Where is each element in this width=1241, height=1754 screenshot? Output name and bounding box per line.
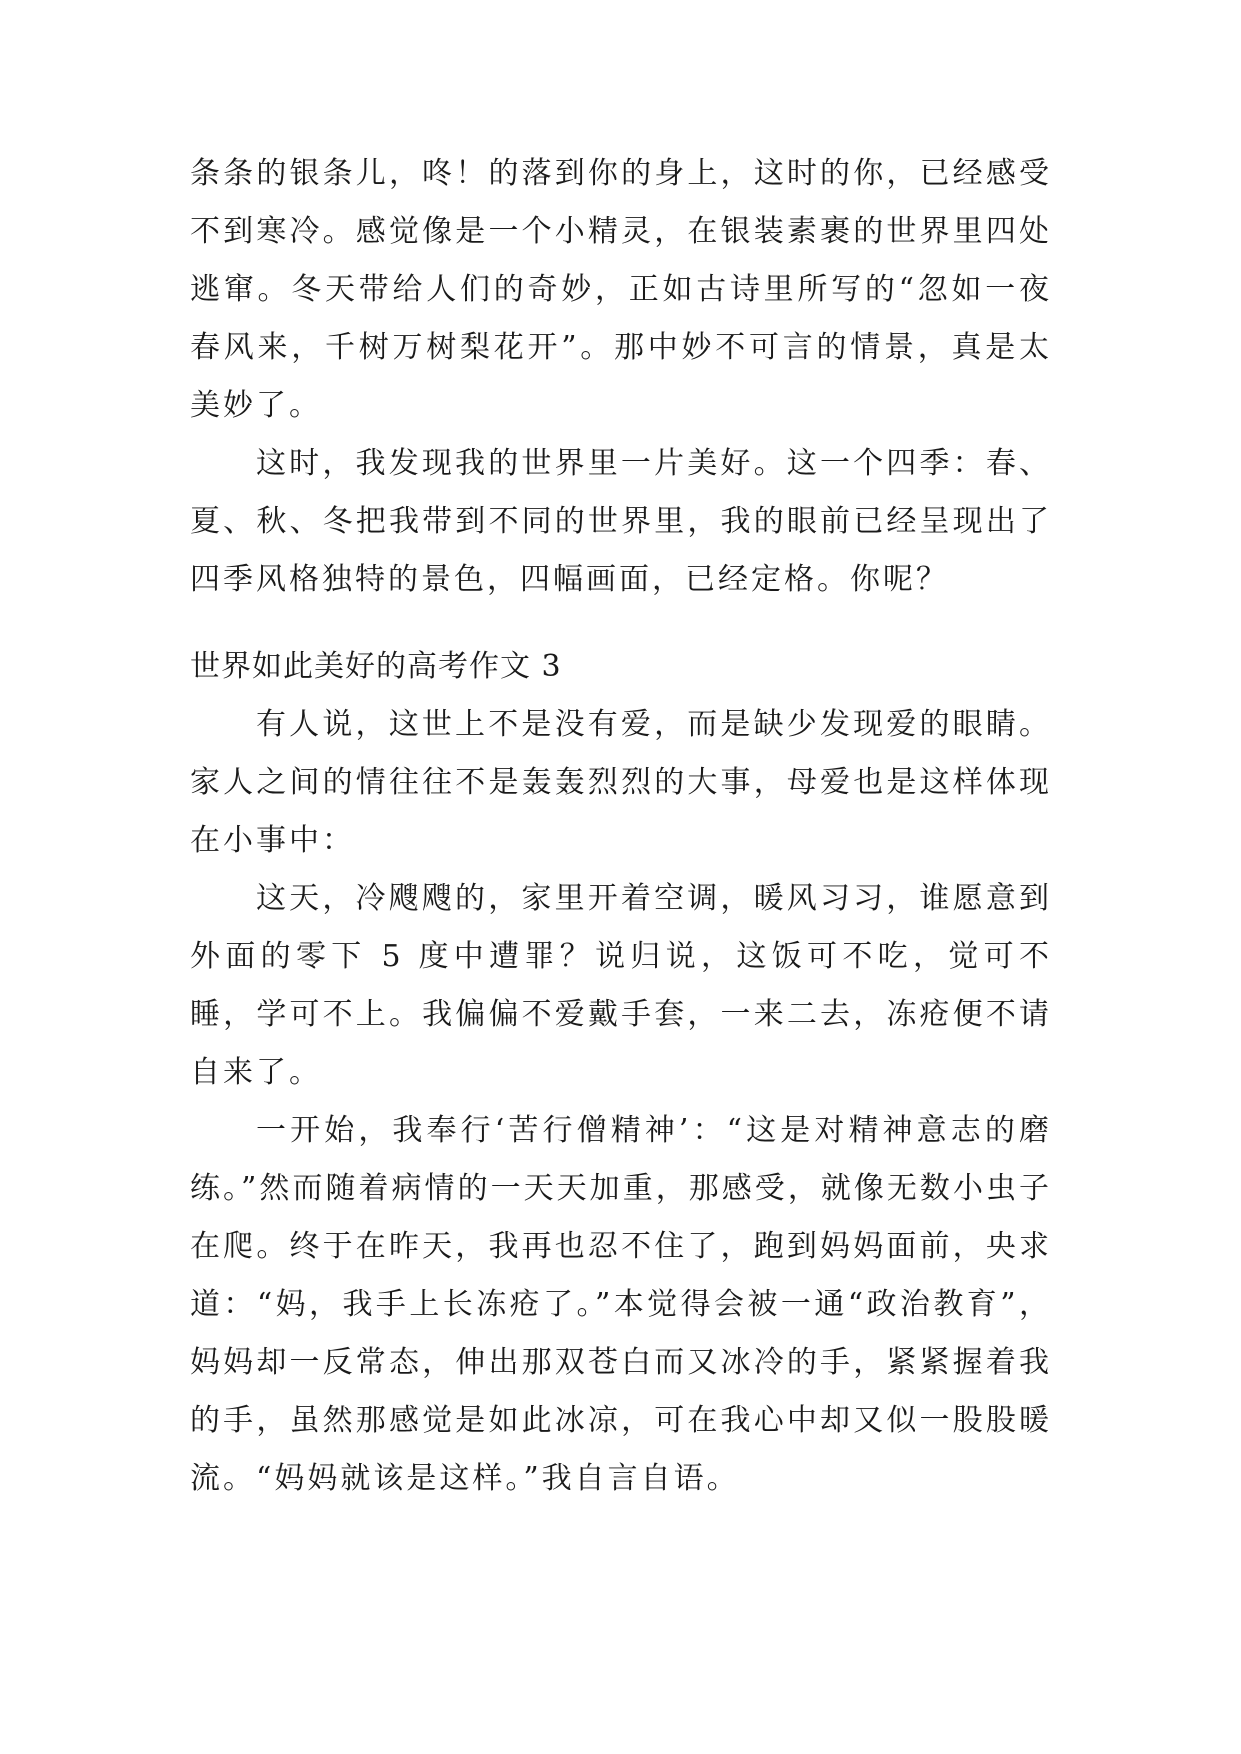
- paragraph-love-eyes: 有人说，这世上不是没有爱，而是缺少发现爱的眼睛。家人之间的情往往不是轰轰烈烈的大事，母爱也是这样体现在小事中：: [190, 707, 1052, 858]
- paragraph-four-seasons: 这时，我发现我的世界里一片美好。这一个四季：春、夏、秋、冬把我带到不同的世界里，我的眼前已经呈现出了四季风格独特的景色，四幅画面，已经定格。你呢？: [190, 446, 1052, 597]
- section-title: 世界如此美好的高考作文 3: [190, 649, 562, 684]
- paragraph-winter-snow: 条条的银条儿，咚！的落到你的身上，这时的你，已经感受不到寒冷。感觉像是一个小精灵，在银装素裹的世界里四处逃窜。冬天带给人们的奇妙，正如古诗里所写的“忽如一夜春风来，千树万树梨花开”。那中妙不可言的情景，真是太美妙了。: [190, 156, 1052, 423]
- paragraph-cold-day: 这天，冷飕飕的，家里开着空调，暖风习习，谁愿意到外面的零下 5 度中遭罪？说归说，这饭可不吃，觉可不睡，学可不上。我偏偏不爱戴手套，一来二去，冻疮便不请自来了。: [190, 881, 1052, 1090]
- paragraph-mother-hands: 一开始，我奉行‘苦行僧精神’：“这是对精神意志的磨练。”然而随着病情的一天天加重，那感受，就像无数小虫子在爬。终于在昨天，我再也忍不住了，跑到妈妈面前，央求道：“妈，我手上长冻疮了。”本觉得会被一通“政治教育”，妈妈却一反常态，伸出那双苍白而又冰冷的手，紧紧握着我的手，虽然那感觉是如此冰凉，可在我心中却又似一股股暖流。“妈妈就该是这样。”我自言自语。: [190, 1113, 1052, 1496]
